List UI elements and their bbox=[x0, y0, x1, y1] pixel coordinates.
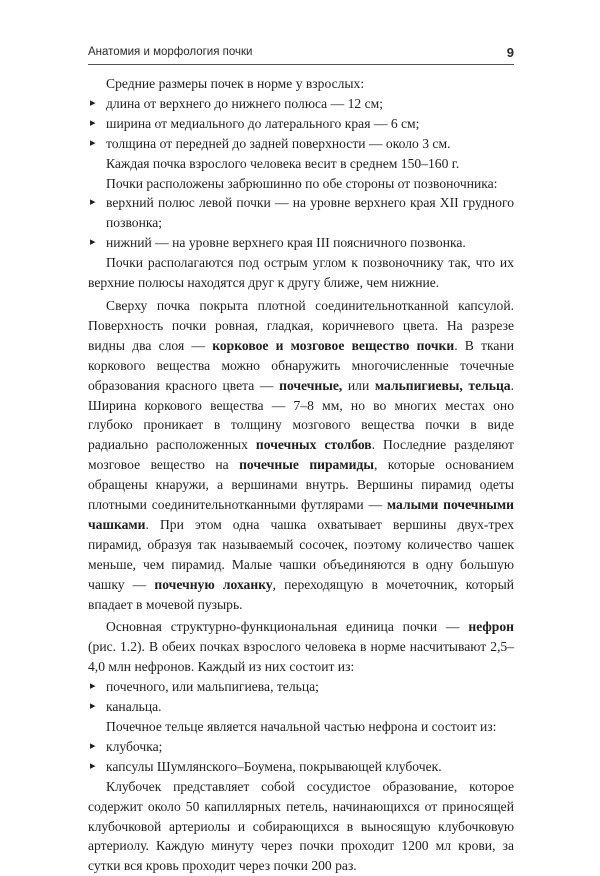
text-run: . Ширина коркового вещества — 7–8 мм, но во многих местах оно глубоко проникает в толщину мозгового вещества почки в виде радиально расположенных bbox=[88, 377, 514, 453]
angle-paragraph: Почки располагаются под острым углом к позвоночнику так, что их верхние полюсы находятся друг к другу ближе, чем нижние. bbox=[88, 255, 514, 291]
running-head bbox=[88, 46, 514, 58]
list-item: ▸ капсулы Шумлянского–Боумена, покрывающей клубочек. bbox=[88, 757, 514, 777]
page-number: 9 bbox=[506, 45, 514, 60]
list-item: ▸ ширина от медиального до латерального края — 6 см; bbox=[88, 114, 514, 134]
term-renal-pelvis: почечную лоханку bbox=[154, 576, 273, 592]
text-run: или bbox=[342, 377, 375, 393]
sizes-intro: Средние размеры почек в норме у взрослых: bbox=[106, 76, 365, 91]
term-cortex-medulla: корковое и мозговое вещество почки bbox=[212, 337, 455, 353]
list-item: ▸ длина от верхнего до нижнего полюса — 12 см; bbox=[88, 94, 514, 114]
term-renal: почечные, bbox=[279, 377, 343, 393]
list-item: ▸ нижний — на уровне верхнего края III поясничного позвонка. bbox=[88, 233, 514, 253]
text-run: . Последние разделяют мозговое вещество на bbox=[88, 437, 514, 473]
text-run: Сверху почка покрыта плотной соединительнотканной капсулой. Поверхность почки ровная, гладкая, коричневого цвета. На разрезе видны два слоя — bbox=[88, 297, 514, 353]
term-renal-columns: почечных столбов bbox=[255, 437, 372, 453]
list-item: ▸ верхний полюс левой почки — на уровне верхнего края XII грудного позвонка; bbox=[88, 193, 514, 233]
term-malpighian-corpuscles: мальпигиевы, тельца bbox=[374, 377, 511, 393]
term-nephron: нефрон bbox=[468, 619, 514, 635]
capsule-paragraph bbox=[88, 296, 514, 615]
text-run: Основная структурно-функциональная единица почки — bbox=[106, 619, 469, 635]
list-item: ▸ почечного, или мальпигиева, тельца; bbox=[88, 677, 514, 697]
corpuscle-intro: Почечное тельце является начальной частью нефрона и состоит из: bbox=[106, 719, 497, 734]
header-rule bbox=[88, 64, 514, 65]
nephron-paragraph bbox=[88, 617, 514, 677]
body-text bbox=[88, 74, 514, 876]
text-run: , переходящую в мочеточник, который впадает в мочевой пузырь. bbox=[88, 576, 514, 612]
list-item: ▸ канальца. bbox=[88, 697, 514, 717]
text-run: . В ткани коркового вещества можно обнаружить многочисленные точечные образования красного цвета — bbox=[88, 337, 514, 393]
list-item: ▸ толщина от передней до задней поверхности — около 3 см. bbox=[88, 134, 514, 154]
list-item: ▸ клубочка; bbox=[88, 737, 514, 757]
weight-paragraph: Каждая почка взрослого человека весит в среднем 150–160 г. bbox=[106, 155, 460, 171]
text-run: . При этом одна чашка охватывает вершины двух-трех пирамид, образуя так называемый сосочек, поэтому количество чашек меньше, чем пирамид. Малые чашки объединяются в одну большую чашку — bbox=[88, 516, 514, 592]
term-minor-calyces: малыми почечными чашками bbox=[88, 497, 514, 532]
glomerulus-paragraph: Клубочек представляет собой сосудистое образование, которое содержит около 50 капиллярных петель, начинающихся от приносящей клубочковой артериолы и собирающихся в выносящую клубочковую артериолу. Каждую минуту через почки проходит 1200 мл крови, за сутки вся кровь проходит через почки 200 раз. bbox=[88, 778, 514, 874]
position-intro: Почки расположены забрюшинно по обе стороны от позвоночника: bbox=[106, 175, 498, 191]
section-title: Анатомия и морфология почки bbox=[88, 46, 253, 58]
text-run: (рис. 1.2). В обеих почках взрослого человека в норме насчитывают 2,5–4,0 млн нефронов. Каждый из них состоит из: bbox=[88, 639, 514, 675]
text-run: , которые основанием обращены кнаружи, а вершинами внутрь. Вершины пирамид одеты плотными соединительнотканными футлярами — bbox=[88, 457, 514, 513]
term-renal-pyramids: почечные пирамиды bbox=[239, 457, 374, 473]
